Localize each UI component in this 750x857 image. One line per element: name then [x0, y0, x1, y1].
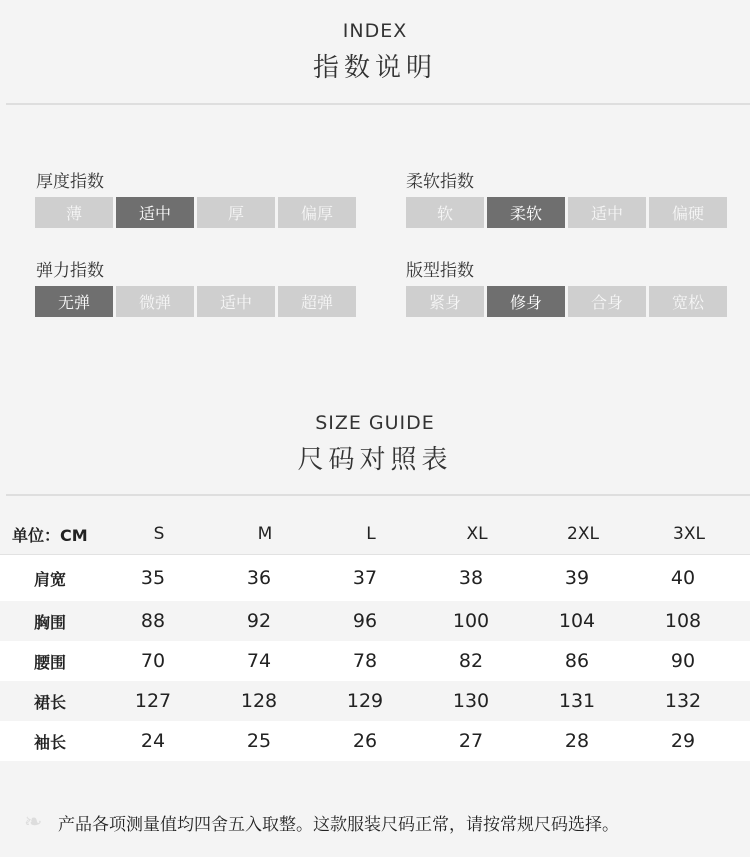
index-option: 合身 — [568, 286, 646, 317]
table-cell: 38 — [458, 567, 484, 589]
index-bar-thickness — [35, 197, 359, 228]
index-option: 修身 — [487, 286, 565, 317]
table-cell: 108 — [664, 610, 702, 632]
table-row — [0, 641, 750, 681]
table-cell: 129 — [346, 690, 384, 712]
index-label-softness: 柔软指数 — [406, 172, 474, 192]
table-cell: 92 — [246, 610, 272, 632]
table-cell: 28 — [564, 730, 590, 752]
index-option: 柔软 — [487, 197, 565, 228]
size-header: M — [257, 524, 273, 544]
index-option: 无弹 — [35, 286, 113, 317]
index-option: 偏硬 — [649, 197, 727, 228]
index-title-cn: 指数说明 — [312, 53, 437, 83]
table-cell: 37 — [352, 567, 378, 589]
index-bar-fit — [406, 286, 730, 317]
table-cell: 27 — [458, 730, 484, 752]
table-cell: 29 — [670, 730, 696, 752]
index-option: 超弹 — [278, 286, 356, 317]
size-header: 3XL — [673, 524, 705, 544]
row-label: 袖长 — [33, 732, 66, 752]
table-cell: 74 — [246, 650, 272, 672]
row-label: 裙长 — [33, 692, 66, 712]
table-cell: 104 — [558, 610, 596, 632]
table-row — [0, 721, 750, 761]
index-label-fit: 版型指数 — [406, 261, 474, 281]
index-option: 适中 — [116, 197, 194, 228]
index-bar-elasticity — [35, 286, 359, 317]
measurement-note: 产品各项测量值均四舍五入取整。这款服装尺码正常，请按常规尺码选择。 — [58, 815, 619, 835]
table-cell: 39 — [564, 567, 590, 589]
table-cell: 26 — [352, 730, 378, 752]
size-guide-title-cn: 尺码对照表 — [297, 445, 453, 475]
table-row — [0, 681, 750, 721]
table-cell: 25 — [246, 730, 272, 752]
size-header: S — [153, 524, 165, 544]
table-cell: 36 — [246, 567, 272, 589]
index-option: 软 — [406, 197, 484, 228]
index-option: 薄 — [35, 197, 113, 228]
table-cell: 40 — [670, 567, 696, 589]
table-cell: 128 — [240, 690, 278, 712]
index-label-thickness: 厚度指数 — [36, 172, 104, 192]
table-cell: 132 — [664, 690, 702, 712]
row-label: 腰围 — [33, 652, 66, 672]
index-option: 适中 — [568, 197, 646, 228]
table-cell: 130 — [452, 690, 490, 712]
table-cell: 131 — [558, 690, 596, 712]
size-header: L — [366, 524, 376, 544]
table-header-row — [0, 514, 750, 555]
index-option: 微弹 — [116, 286, 194, 317]
table-cell: 100 — [452, 610, 490, 632]
index-option: 偏厚 — [278, 197, 356, 228]
index-title-en: INDEX — [342, 20, 408, 42]
size-header: XL — [466, 524, 488, 544]
divider — [6, 103, 750, 105]
row-label: 胸围 — [33, 612, 66, 632]
size-guide-title-en: SIZE GUIDE — [315, 412, 435, 434]
table-cell: 127 — [134, 690, 172, 712]
index-option: 宽松 — [649, 286, 727, 317]
table-row — [0, 555, 750, 601]
divider — [6, 494, 750, 496]
row-label: 肩宽 — [33, 569, 66, 589]
table-cell: 82 — [458, 650, 484, 672]
index-option: 厚 — [197, 197, 275, 228]
handwriting-decoration: ❧ — [24, 810, 43, 835]
index-bar-softness — [406, 197, 730, 228]
table-cell: 35 — [140, 567, 166, 589]
table-cell: 90 — [670, 650, 696, 672]
table-cell: 86 — [564, 650, 590, 672]
table-row — [0, 601, 750, 641]
index-label-elasticity: 弹力指数 — [36, 261, 104, 281]
table-cell: 70 — [140, 650, 166, 672]
table-cell: 88 — [140, 610, 166, 632]
size-table — [0, 514, 750, 761]
unit-label: 单位：CM — [12, 525, 88, 545]
table-cell: 78 — [352, 650, 378, 672]
index-option: 适中 — [197, 286, 275, 317]
table-cell: 24 — [140, 730, 166, 752]
size-header: 2XL — [567, 524, 599, 544]
table-cell: 96 — [352, 610, 378, 632]
index-option: 紧身 — [406, 286, 484, 317]
